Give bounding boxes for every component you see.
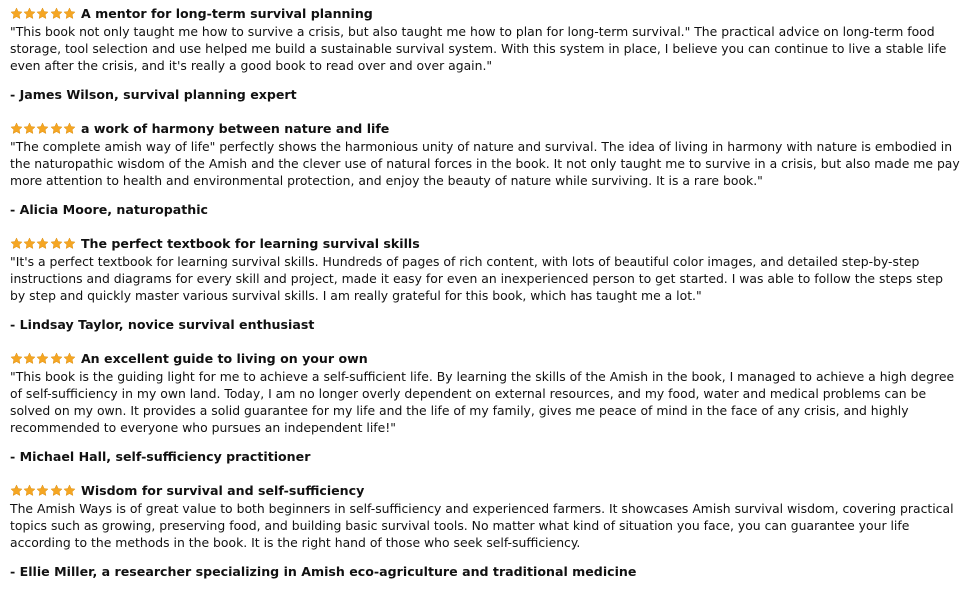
star-icon	[63, 122, 76, 135]
star-icon	[36, 122, 49, 135]
star-icon	[23, 7, 36, 20]
star-icon	[10, 122, 23, 135]
star-icon	[50, 352, 63, 365]
star-icon	[36, 484, 49, 497]
star-icon	[63, 7, 76, 20]
star-icon	[23, 122, 36, 135]
review-author: - Ellie Miller, a researcher specializing in Amish eco-agriculture and traditional medicine	[10, 564, 637, 579]
star-icon	[10, 7, 23, 20]
review-author: - Alicia Moore, naturopathic	[10, 202, 209, 217]
review-title: The perfect textbook for learning survival skills	[80, 236, 420, 251]
star-icon	[23, 484, 36, 497]
star-icon	[23, 352, 36, 365]
review-author: - James Wilson, survival planning expert	[10, 87, 297, 102]
review-header	[10, 482, 960, 499]
star-icon	[10, 484, 23, 497]
review-author: - Michael Hall, self-sufficiency practitioner	[10, 449, 311, 464]
review-card	[10, 5, 960, 103]
review-card	[10, 120, 960, 218]
review-card	[10, 482, 960, 580]
review-header	[10, 235, 960, 252]
review-text: "This book not only taught me how to survive a crisis, but also taught me how to plan for long-term survival." The practical advice on long-term food storage, tool selection and use helped me build a sustainable survival system. With this system in place, I believe you can continue to live a stable life even after the crisis, and it's really a good book to read over and over again."	[10, 24, 947, 73]
review-text: "This book is the guiding light for me to achieve a self-sufficient life. By learning the skills of the Amish in the book, I managed to achieve a high degree of self-sufficiency in my own land. Today, I am no longer overly dependent on external resources, and my food, water and medical problems can be solved on my own. It provides a solid guarantee for my life and the life of my family, gives me peace of mind in the face of any crisis, and highly recommended to everyone who pursues an independent life!"	[10, 369, 955, 435]
star-rating	[10, 7, 76, 21]
star-rating	[10, 122, 76, 136]
review-title: An excellent guide to living on your own	[80, 351, 368, 366]
review-text: The Amish Ways is of great value to both beginners in self-sufficiency and experienced farmers. It showcases Amish survival wisdom, covering practical topics such as growing, preserving food, and building basic survival tools. No matter what kind of situation you face, you can guarantee your life according to the methods in the book. It is the right hand of those who seek self-sufficiency.	[10, 501, 954, 550]
star-icon	[50, 122, 63, 135]
star-rating	[10, 484, 76, 498]
review-title: Wisdom for survival and self-sufficiency	[80, 483, 365, 498]
review-title: a work of harmony between nature and life	[80, 121, 390, 136]
star-rating	[10, 352, 76, 366]
review-header	[10, 5, 960, 22]
star-icon	[50, 7, 63, 20]
star-icon	[50, 237, 63, 250]
star-icon	[10, 237, 23, 250]
review-header	[10, 350, 960, 367]
review-card	[10, 235, 960, 333]
star-icon	[36, 237, 49, 250]
star-icon	[63, 352, 76, 365]
review-author: - Lindsay Taylor, novice survival enthusiast	[10, 317, 315, 332]
review-text: "The complete amish way of life" perfectly shows the harmonious unity of nature and survival. The idea of living in harmony with nature is embodied in the naturopathic wisdom of the Amish and the clever use of natural forces in the book. It not only taught me to survive in a crisis, but also made me pay more attention to health and environmental protection, and enjoy the beauty of nature while surviving. It is a rare book."	[10, 139, 960, 188]
star-icon	[10, 352, 23, 365]
star-icon	[50, 484, 63, 497]
review-card	[10, 350, 960, 465]
review-title: A mentor for long-term survival planning	[80, 6, 373, 21]
star-icon	[63, 237, 76, 250]
star-icon	[23, 237, 36, 250]
star-icon	[36, 7, 49, 20]
review-header	[10, 120, 960, 137]
star-rating	[10, 237, 76, 251]
review-text: "It's a perfect textbook for learning survival skills. Hundreds of pages of rich content, with lots of beautiful color images, and detailed step-by-step instructions and diagrams for every skill and project, made it easy for even an inexperienced person to get started. I was able to follow the steps step by step and quickly master various survival skills. I am really grateful for this book, which has taught me a lot."	[10, 254, 943, 303]
star-icon	[63, 484, 76, 497]
star-icon	[36, 352, 49, 365]
